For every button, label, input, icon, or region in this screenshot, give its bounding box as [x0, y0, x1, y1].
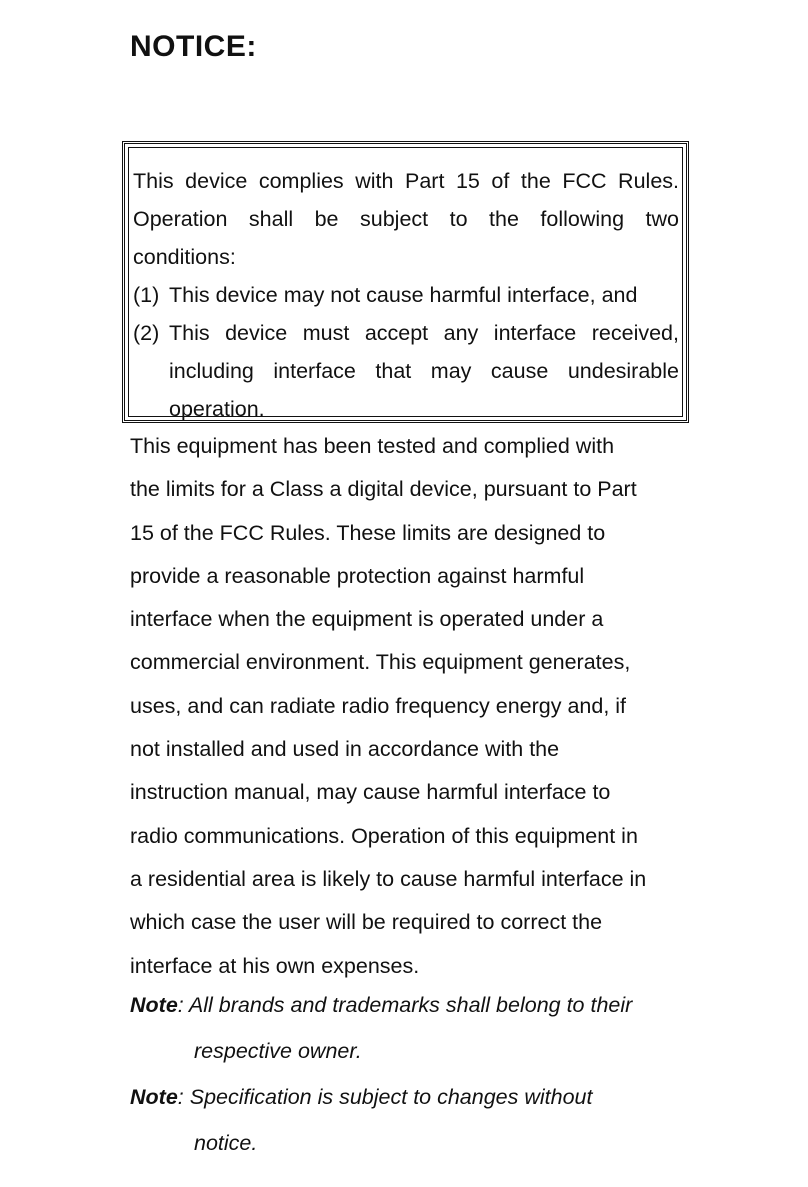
body-line: This equipment has been tested and complied with — [130, 434, 615, 458]
condition-2-text: This device must accept any interface received, including interface that may cause undesirable operation. — [169, 321, 679, 421]
page-title: NOTICE: — [130, 30, 257, 63]
body-line: commercial environment. This equipment generates, — [130, 650, 631, 675]
fcc-line-3: conditions: — [133, 245, 236, 269]
body-line: which case the user will be required to correct the — [130, 910, 603, 935]
fcc-statement-body — [130, 425, 685, 988]
note-specification — [130, 1074, 690, 1166]
fcc-compliance-box — [122, 141, 689, 423]
fcc-line-2: Operation shall be subject to the following two — [133, 207, 679, 231]
fcc-condition-2 — [133, 314, 682, 428]
body-line: a residential area is likely to cause harmful interface in — [130, 866, 647, 891]
note-text-continued: notice. — [194, 1131, 258, 1155]
note-trademarks — [130, 982, 690, 1074]
body-line: not installed and used in accordance with the — [130, 737, 560, 762]
body-line: instruction manual, may cause harmful interface to — [130, 780, 611, 805]
condition-2-number: (2) — [133, 321, 160, 345]
body-line: 15 of the FCC Rules. These limits are designed to — [130, 520, 606, 545]
note-text-continued: respective owner. — [194, 1039, 362, 1063]
body-line: uses, and can radiate radio frequency energy and, if — [130, 693, 627, 718]
fcc-condition-1 — [133, 276, 682, 314]
body-line: provide a reasonable protection against harmful — [130, 563, 585, 588]
note-label: Note — [130, 993, 178, 1017]
condition-1-number: (1) — [133, 283, 160, 307]
body-line: interface at his own expenses. — [130, 953, 420, 978]
body-line: the limits for a Class a digital device, pursuant to Part — [130, 477, 637, 502]
note-label: Note — [130, 1085, 178, 1109]
fcc-compliance-content — [128, 147, 683, 421]
condition-1-text: This device may not cause harmful interface, and — [169, 283, 638, 307]
fcc-line-1: This device complies with Part 15 of the FCC Rules. — [133, 169, 679, 193]
body-line: radio communications. Operation of this equipment in — [130, 823, 638, 848]
note-text: : Specification is subject to changes without — [177, 1085, 593, 1109]
body-line: interface when the equipment is operated under a — [130, 607, 604, 632]
note-text: : All brands and trademarks shall belong to their — [177, 993, 633, 1017]
